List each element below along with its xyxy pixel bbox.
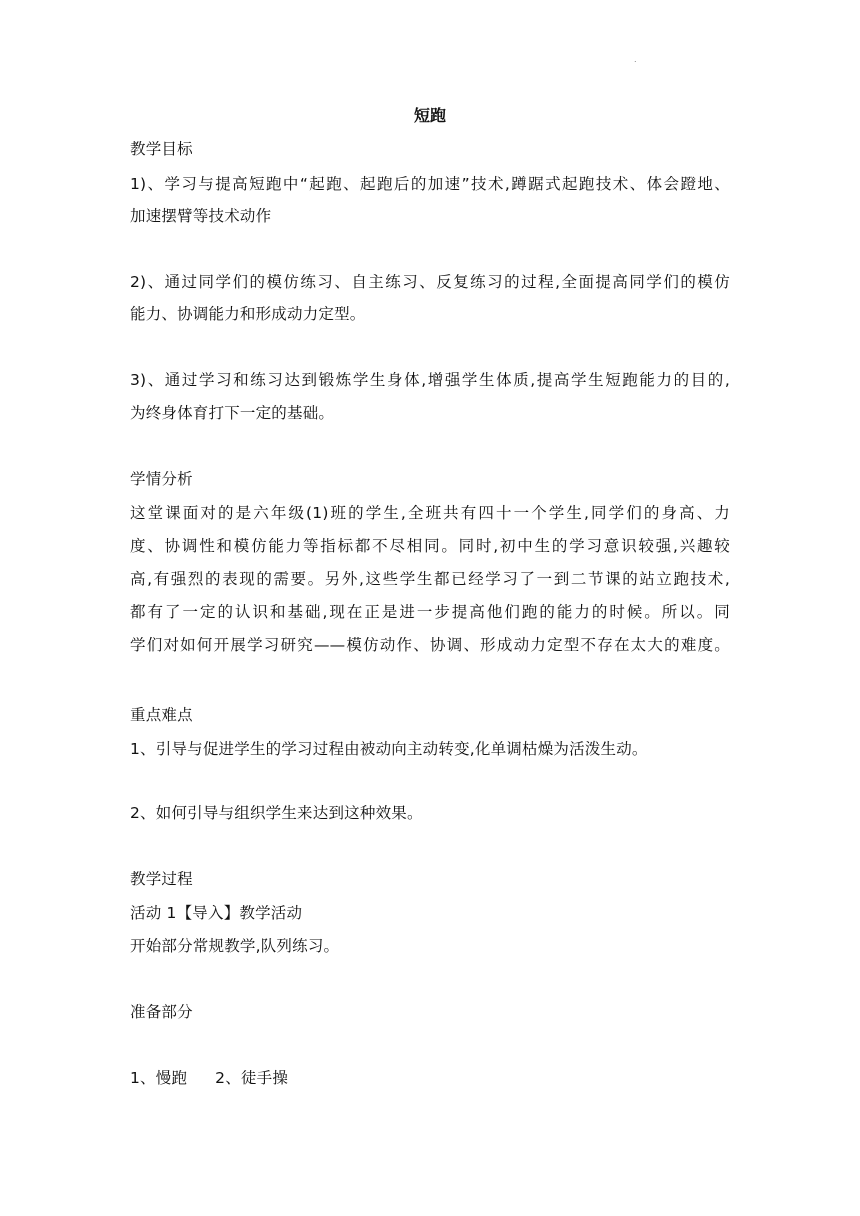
prep-item-jog: 1、慢跑 <box>130 1069 188 1087</box>
prep-heading: 准备部分 <box>130 1003 193 1021</box>
analysis-line-2: 度、协调性和模仿能力等指标都不尽相同。同时,初中生的学习意识较强,兴趣较 <box>130 537 730 555</box>
analysis-line-3: 高,有强烈的表现的需要。另外,这些学生都已经学习了一到二节课的站立跑技术, <box>130 570 730 588</box>
document-title: 短跑 <box>413 106 446 125</box>
key-points-heading: 重点难点 <box>130 706 193 724</box>
key-point-2: 2、如何引导与组织学生来达到这种效果。 <box>130 804 423 822</box>
key-point-1: 1、引导与促进学生的学习过程由被动向主动转变,化单调枯燥为活泼生动。 <box>130 740 648 758</box>
activity-1-title: 活动 1【导入】教学活动 <box>130 904 303 922</box>
activity-1-description: 开始部分常规教学,队列练习。 <box>130 937 340 955</box>
goal-2-line-1: 2)、通过同学们的模仿练习、自主练习、反复练习的过程,全面提高同学们的模仿 <box>130 273 730 291</box>
goal-3-line-1: 3)、通过学习和练习达到锻炼学生身体,增强学生体质,提高学生短跑能力的目的, <box>130 371 730 389</box>
goal-2-line-2: 能力、协调能力和形成动力定型。 <box>130 305 366 323</box>
prep-items <box>130 1066 730 1090</box>
analysis-line-5: 学们对如何开展学习研究——模仿动作、协调、形成动力定型不存在太大的难度。 <box>130 636 730 654</box>
prep-item-freehand-exercise: 2、徒手操 <box>215 1069 289 1087</box>
analysis-line-1: 这堂课面对的是六年级(1)班的学生,全班共有四十一个学生,同学们的身高、力 <box>130 504 730 522</box>
goals-heading: 教学目标 <box>130 140 193 158</box>
analysis-heading: 学情分析 <box>130 470 193 488</box>
process-heading: 教学过程 <box>130 870 193 888</box>
goal-1-line-2: 加速摆臂等技术动作 <box>130 207 272 225</box>
goal-1-line-1: 1)、学习与提高短跑中“起跑、起跑后的加速”技术,蹲踞式起跑技术、体会蹬地、 <box>130 175 730 193</box>
goal-3-line-2: 为终身体育打下一定的基础。 <box>130 404 335 422</box>
analysis-line-4: 都有了一定的认识和基础,现在正是进一步提高他们跑的能力的时候。所以。同 <box>130 603 730 621</box>
corner-mark: . <box>634 55 637 64</box>
